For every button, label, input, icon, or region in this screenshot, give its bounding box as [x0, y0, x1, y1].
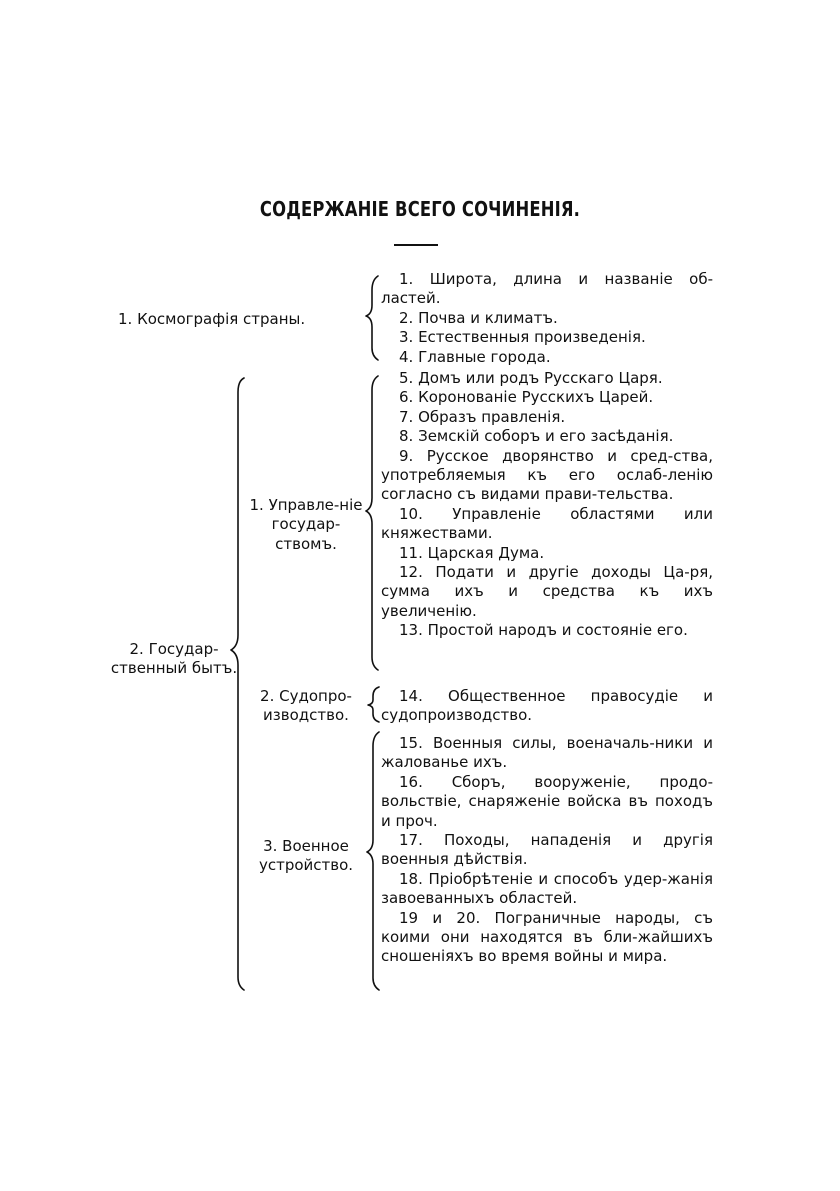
- toc-item: 1. Широта, длина и названіе об-ластей.: [381, 270, 713, 308]
- toc-item: 17. Походы, нападенія и другія военныя дѣйствія.: [381, 831, 713, 869]
- toc-item: 11. Царская Дума.: [399, 543, 545, 562]
- toc-item: 18. Пріобрѣтеніе и способъ удер-жанія завоеванныхъ областей.: [381, 869, 713, 908]
- section-cosmography-label: 1. Космографія страны.: [118, 310, 306, 328]
- section-state-label: 2. Государ-ственный бытъ.: [110, 640, 238, 678]
- toc-item: 2. Почва и климатъ.: [399, 308, 558, 327]
- page-title: СОДЕРЖАНІЕ ВСЕГО СОЧИНЕНІЯ.: [259, 197, 581, 221]
- subsection-military-label: 3. Военное устройство.: [258, 837, 354, 875]
- state-bracket: [231, 378, 244, 990]
- subsection-administration-label: 1. Управле-ніе государ-ствомъ.: [249, 496, 363, 553]
- toc-item: 8. Земскій соборъ и его засѣданія.: [399, 427, 674, 446]
- toc-item: 14. Общественное правосудіе и судопроизводство.: [381, 687, 713, 725]
- toc-item: 13. Простой народъ и состояніе его.: [399, 621, 688, 640]
- toc-item: 4. Главные города.: [399, 347, 551, 366]
- toc-item: 10. Управленіе областями или княжествами.: [381, 504, 713, 543]
- administration-bracket: [366, 376, 378, 670]
- military-bracket: [367, 732, 379, 990]
- toc-item: 15. Военныя силы, военачаль-ники и жалованье ихъ.: [381, 734, 713, 772]
- toc-item: 5. Домъ или родъ Русскаго Царя.: [399, 369, 663, 387]
- toc-item: 3. Естественныя произведенія.: [399, 328, 646, 347]
- toc-item: 6. Коронованіе Русскихъ Царей.: [399, 388, 654, 407]
- toc-item: 19 и 20. Пограничные народы, съ коими они находятся въ бли-жайшихъ сношеніяхъ во время войны и мира.: [381, 908, 713, 966]
- justice-bracket: [368, 687, 379, 722]
- cosmography-bracket: [366, 276, 378, 360]
- toc-item: 9. Русское дворянство и сред-ства, употребляемыя къ его ослаб-ленію согласно съ видами прави-тельства.: [381, 446, 713, 504]
- toc-item: 16. Сборъ, вооруженіе, продо-вольствіе, снаряженіе войска въ походъ и проч.: [381, 772, 713, 830]
- toc-item: 12. Подати и другіе доходы Ца-ря, сумма ихъ и средства къ ихъ увеличенію.: [381, 563, 713, 620]
- toc-item: 7. Образъ правленія.: [399, 407, 566, 426]
- subsection-justice-label: 2. Судопро-изводство.: [260, 687, 352, 725]
